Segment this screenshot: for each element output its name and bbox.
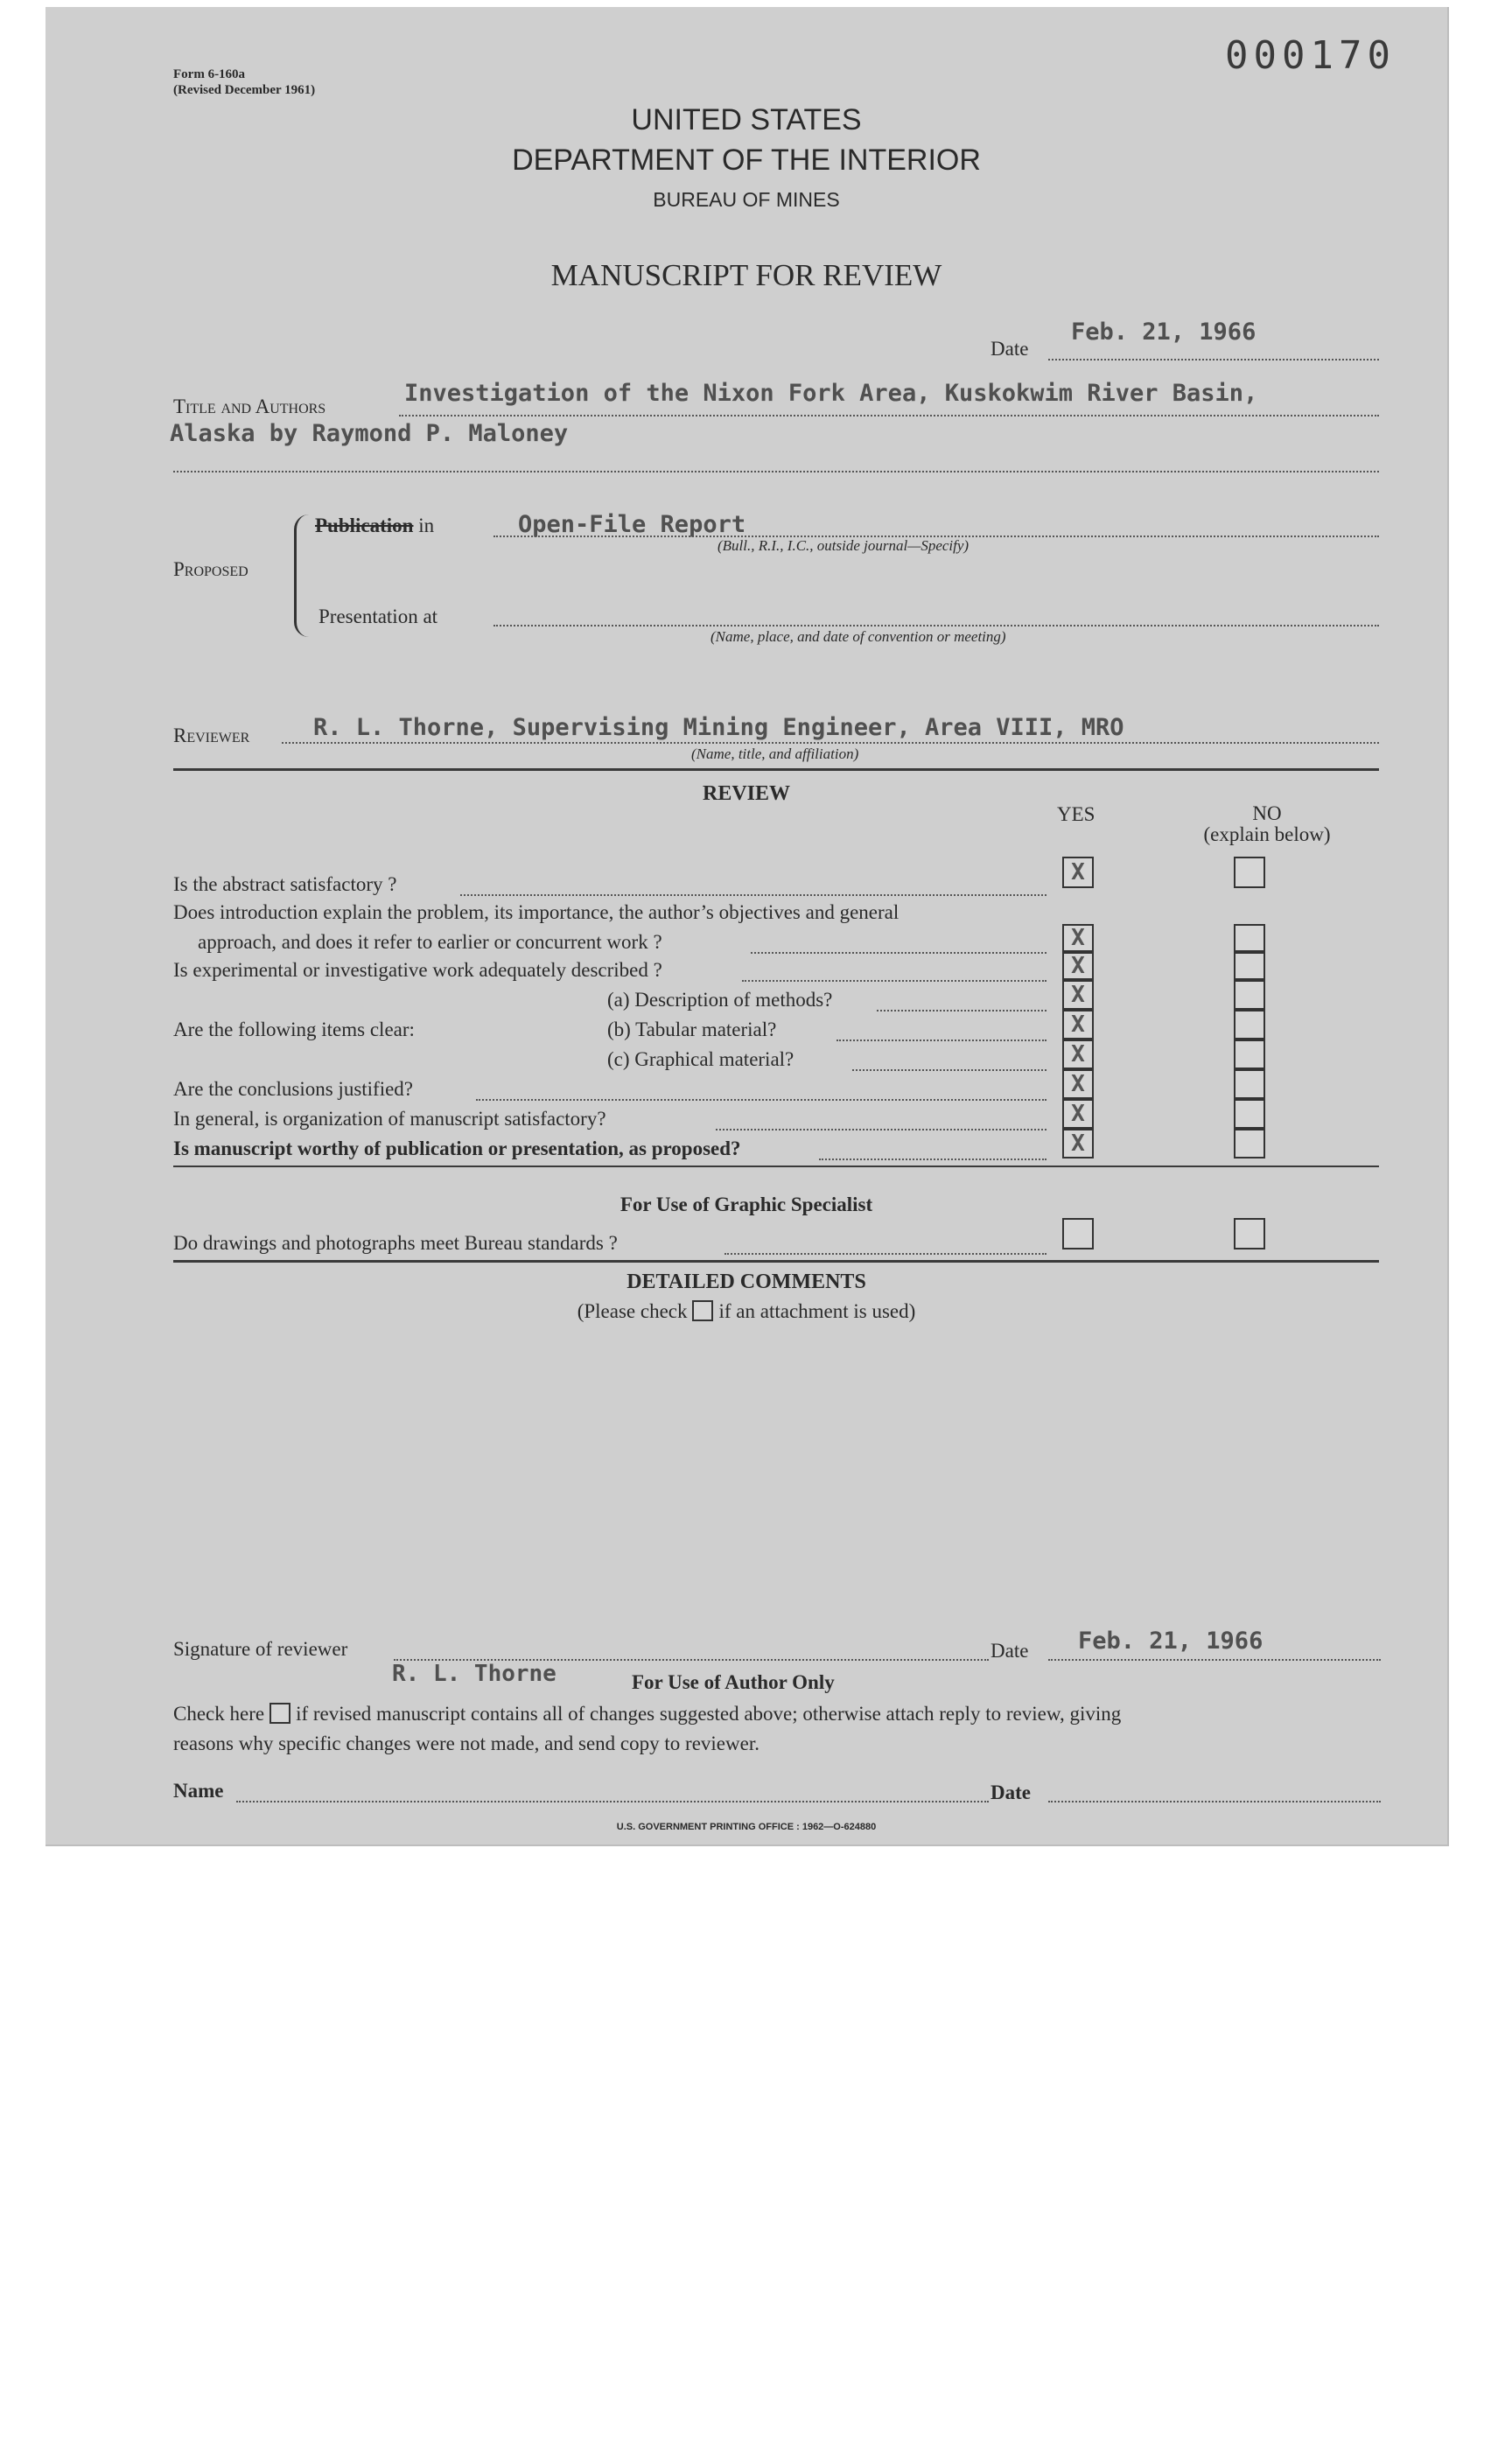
author-heading: For Use of Author Only	[632, 1671, 835, 1693]
author-check-line2: reasons why specific changes were not made, and send copy to reviewer.	[173, 1732, 760, 1754]
review-heading: REVIEW	[702, 782, 791, 805]
comments-note-before: (Please check	[577, 1300, 688, 1322]
title-value-line2[interactable]: Alaska by Raymond P. Maloney	[170, 420, 569, 447]
form-revised-text: (Revised December 1961)	[173, 83, 316, 97]
question-conclusions-dots	[476, 1099, 1046, 1101]
attachment-checkbox[interactable]	[692, 1300, 713, 1321]
yes-header: YES	[1057, 803, 1096, 825]
reviewer-value[interactable]: R. L. Thorne, Supervising Mining Engineer, Area VIII, MRO	[313, 714, 1124, 741]
publication-caption: (Bull., R.I., I.C., outside journal—Specify)	[718, 537, 970, 554]
form-title: MANUSCRIPT FOR REVIEW	[550, 258, 942, 292]
experimental-yes-checkbox[interactable]: X	[1062, 952, 1094, 980]
comments-note	[46, 1300, 1447, 1323]
worthy-yes-checkbox[interactable]: X	[1062, 1129, 1094, 1158]
author-date-line[interactable]	[1048, 1801, 1381, 1802]
presentation-label: Presentation at	[318, 606, 438, 627]
publication-label	[315, 514, 434, 537]
reviewer-caption: (Name, title, and affiliation)	[691, 746, 859, 762]
abstract-yes-checkbox[interactable]: X	[1062, 857, 1094, 888]
comments-note-after: if an attachment is used)	[718, 1300, 916, 1322]
graphic-question: Do drawings and photographs meet Bureau standards ?	[173, 1232, 618, 1254]
abstract-no-checkbox[interactable]	[1234, 857, 1265, 888]
question-worthy-dots	[819, 1158, 1046, 1160]
question-organization-dots	[716, 1129, 1046, 1130]
title-authors-label: Title and Authors	[173, 396, 326, 417]
graphic-rule	[173, 1260, 1379, 1263]
no-header	[1180, 803, 1354, 845]
proposed-label: Proposed	[173, 558, 248, 580]
question-graphical: (c) Graphical material?	[607, 1048, 794, 1070]
question-experimental: Is experimental or investigative work adequately described ?	[173, 959, 662, 981]
question-tabular: (b) Tabular material?	[607, 1018, 777, 1040]
tabular-yes-checkbox[interactable]: X	[1062, 1010, 1094, 1040]
title-value-line1[interactable]: Investigation of the Nixon Fork Area, Kuskokwim River Basin,	[404, 380, 1258, 407]
question-graphical-dots	[852, 1069, 1046, 1071]
question-conclusions: Are the conclusions justified?	[173, 1078, 414, 1100]
no-header-label: NO	[1252, 802, 1282, 824]
question-methods: (a) Description of methods?	[607, 989, 833, 1011]
presentation-line	[494, 625, 1379, 626]
graphical-no-checkbox[interactable]	[1234, 1040, 1265, 1069]
signature-date-label: Date	[990, 1640, 1029, 1662]
form-number-text: Form 6-160a	[173, 67, 246, 81]
author-name-line[interactable]	[236, 1801, 989, 1802]
reviewer-line	[282, 742, 1379, 744]
reviewer-label: Reviewer	[173, 724, 250, 746]
question-abstract: Is the abstract satisfactory ?	[173, 873, 397, 895]
proposed-brace	[294, 514, 309, 637]
form-number	[173, 66, 315, 98]
organization-no-checkbox[interactable]	[1234, 1099, 1265, 1129]
date-line	[1048, 359, 1379, 360]
publication-in-word: in	[418, 514, 435, 536]
date-label: Date	[990, 338, 1029, 360]
form-sheet	[46, 7, 1449, 1846]
title-line-1	[399, 415, 1379, 416]
publication-value[interactable]: Open-File Report	[518, 511, 746, 538]
worthy-no-checkbox[interactable]	[1234, 1129, 1265, 1158]
author-check-line	[173, 1703, 1121, 1726]
conclusions-no-checkbox[interactable]	[1234, 1069, 1265, 1099]
introduction-yes-checkbox[interactable]: X	[1062, 924, 1094, 952]
author-name-label: Name	[173, 1780, 224, 1802]
tabular-no-checkbox[interactable]	[1234, 1010, 1265, 1040]
organization-yes-checkbox[interactable]: X	[1062, 1099, 1094, 1129]
introduction-no-checkbox[interactable]	[1234, 924, 1265, 952]
title-line-3	[173, 471, 1379, 472]
question-introduction: Does introduction explain the problem, its importance, the author’s objectives and general	[173, 901, 900, 923]
question-methods-dots	[877, 1010, 1046, 1012]
publication-word: Publication	[315, 514, 414, 536]
author-check-after: if revised manuscript contains all of changes suggested above; otherwise attach reply to review, giving	[296, 1703, 1122, 1725]
author-check-before: Check here	[173, 1703, 265, 1725]
presentation-caption: (Name, place, and date of convention or meeting)	[710, 628, 1006, 645]
conclusions-yes-checkbox[interactable]: X	[1062, 1069, 1094, 1099]
date-value[interactable]: Feb. 21, 1966	[1071, 318, 1256, 346]
question-experimental-dots	[742, 980, 1046, 982]
graphic-yes-checkbox[interactable]	[1062, 1218, 1094, 1250]
experimental-no-checkbox[interactable]	[1234, 952, 1265, 980]
review-rule	[173, 1166, 1379, 1167]
question-introduction-dots	[751, 952, 1046, 954]
agency-heading: UNITED STATES	[631, 103, 862, 136]
signature-label: Signature of reviewer	[173, 1638, 348, 1660]
graphic-no-checkbox[interactable]	[1234, 1218, 1265, 1250]
reviewer-rule	[173, 768, 1379, 771]
methods-yes-checkbox[interactable]: X	[1062, 980, 1094, 1010]
graphic-question-dots	[724, 1253, 1046, 1255]
question-tabular-dots	[836, 1040, 1046, 1041]
no-header-sub: (explain below)	[1203, 823, 1331, 845]
document-number: 000170	[1225, 33, 1396, 78]
graphic-heading: For Use of Graphic Specialist	[620, 1194, 873, 1215]
question-worthy: Is manuscript worthy of publication or presentation, as proposed?	[173, 1138, 741, 1159]
question-introduction-cont: approach, and does it refer to earlier or concurrent work ?	[198, 931, 662, 953]
author-changes-checkbox[interactable]	[270, 1703, 290, 1724]
comments-heading: DETAILED COMMENTS	[626, 1270, 866, 1293]
bureau-heading: BUREAU OF MINES	[653, 188, 840, 211]
reviewer-typed-name: R. L. Thorne	[392, 1661, 556, 1687]
items-clear-label: Are the following items clear:	[173, 1018, 415, 1040]
printer-footer: U.S. GOVERNMENT PRINTING OFFICE : 1962—O-624880	[616, 1822, 877, 1832]
question-abstract-dots	[460, 894, 1046, 896]
question-organization: In general, is organization of manuscript satisfactory?	[173, 1108, 606, 1130]
methods-no-checkbox[interactable]	[1234, 980, 1265, 1010]
signature-date-line	[1048, 1659, 1381, 1661]
graphical-yes-checkbox[interactable]: X	[1062, 1040, 1094, 1069]
author-date-label: Date	[990, 1782, 1031, 1803]
department-heading: DEPARTMENT OF THE INTERIOR	[512, 144, 981, 177]
signature-date-value[interactable]: Feb. 21, 1966	[1078, 1628, 1264, 1655]
